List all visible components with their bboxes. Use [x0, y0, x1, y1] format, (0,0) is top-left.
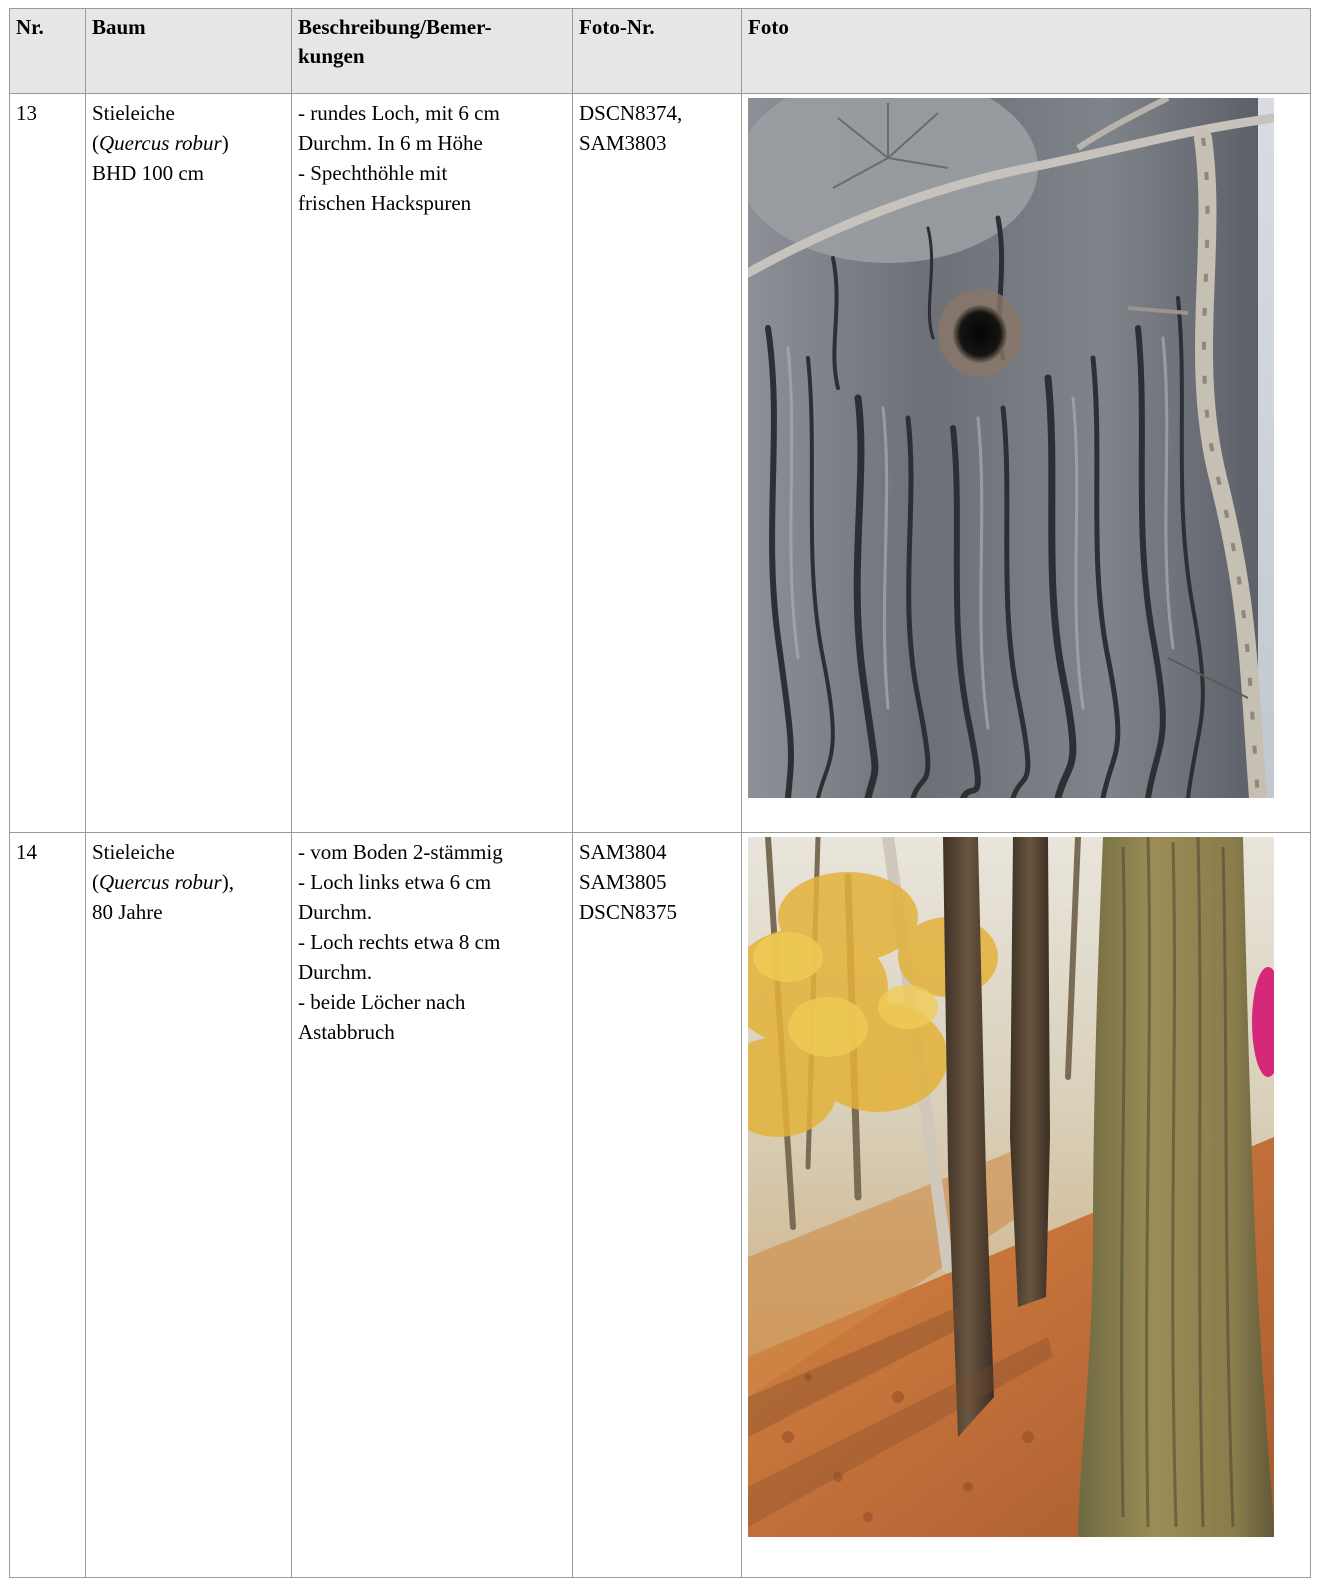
foto-nr-line: SAM3805: [579, 870, 667, 894]
beschreibung-line: - vom Boden 2-stämmig: [298, 840, 503, 864]
cell-nr: 13: [10, 94, 86, 833]
beschreibung-line: - Loch rechts etwa 8 cm: [298, 930, 501, 954]
cell-beschreibung: [292, 833, 573, 1578]
foto-nr-line: SAM3804: [579, 840, 667, 864]
foto-nr-line: DSCN8374,: [579, 101, 683, 125]
baum-extra: BHD 100 cm: [92, 161, 204, 185]
header-beschreibung-line-2: kungen: [298, 44, 365, 68]
cell-foto-nr: [573, 94, 742, 833]
paren-open: (: [92, 870, 99, 894]
beschreibung-line: - beide Löcher nach: [298, 990, 466, 1014]
cell-foto: [742, 833, 1311, 1578]
paren-open: (: [92, 131, 99, 155]
cell-baum: [86, 833, 292, 1578]
cell-beschreibung: [292, 94, 573, 833]
paren-close: ),: [221, 870, 234, 894]
header-nr: Nr.: [10, 9, 86, 94]
table-header-row: [10, 9, 1311, 94]
paren-close: ): [221, 131, 229, 155]
cell-baum: [86, 94, 292, 833]
header-foto-nr: Foto-Nr.: [573, 9, 742, 94]
cell-foto-nr: [573, 833, 742, 1578]
beschreibung-line: Astabbruch: [298, 1020, 395, 1044]
photo-autumn-forest-slope-image: [748, 837, 1274, 1537]
foto-nr-line: SAM3803: [579, 131, 667, 155]
cell-nr: 14: [10, 833, 86, 1578]
header-beschreibung: [292, 9, 573, 94]
beschreibung-line: Durchm.: [298, 900, 373, 924]
baum-extra: 80 Jahre: [92, 900, 163, 924]
foto-nr-line: DSCN8375: [579, 900, 678, 924]
baum-name: Stieleiche: [92, 101, 175, 125]
beschreibung-line: - Spechthöhle mit: [298, 161, 448, 185]
header-foto: Foto: [742, 9, 1311, 94]
baum-latin-line: [92, 128, 285, 158]
tree-table: [9, 8, 1311, 1578]
baum-latin-line: [92, 867, 285, 897]
beschreibung-line: Durchm. In 6 m Höhe: [298, 131, 483, 155]
table-row: [10, 833, 1311, 1578]
beschreibung-line: frischen Hackspuren: [298, 191, 472, 215]
table-row: [10, 94, 1311, 833]
baum-latin: Quercus robur: [99, 870, 222, 894]
header-baum: Baum: [86, 9, 292, 94]
beschreibung-line: - Loch links etwa 6 cm: [298, 870, 492, 894]
beschreibung-line: - rundes Loch, mit 6 cm: [298, 101, 500, 125]
cell-foto: [742, 94, 1311, 833]
baum-name: Stieleiche: [92, 840, 175, 864]
beschreibung-line: Durchm.: [298, 960, 373, 984]
photo-autumn-forest-slope: [748, 837, 1274, 1537]
baum-latin: Quercus robur: [99, 131, 222, 155]
photo-oak-trunk-hole-image: [748, 98, 1274, 798]
header-beschreibung-line-1: Beschreibung/Bemer-: [298, 15, 492, 39]
photo-oak-trunk-hole: [748, 98, 1274, 798]
